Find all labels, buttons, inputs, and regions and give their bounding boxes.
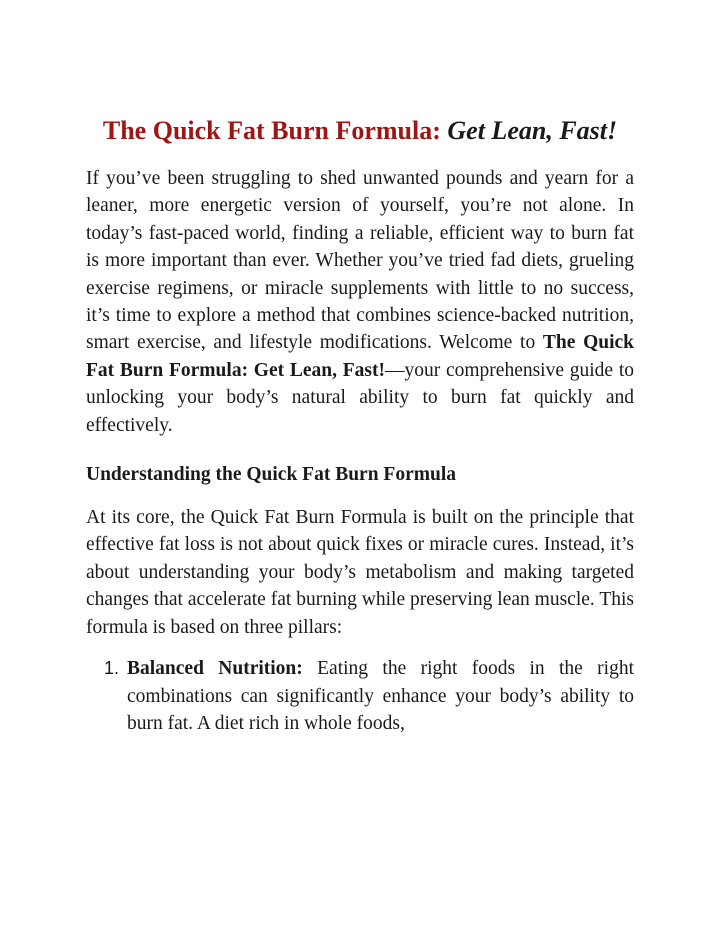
intro-paragraph xyxy=(86,165,634,439)
list-item-title: Balanced Nutrition: xyxy=(127,658,303,680)
list-item-text: Eating the right foods in the right combinations can significantly enhance your body’s ability to burn fat. A diet rich in whole foods, xyxy=(127,658,634,734)
intro-bold-title: The Quick Fat Burn Formula: Get Lean, Fast! xyxy=(86,332,634,381)
title-main: The Quick Fat Burn Formula: xyxy=(102,116,441,145)
section-paragraph: At its core, the Quick Fat Burn Formula is built on the principle that effective fat loss is not about quick fixes or miracle cures. Instead, it’s about understanding your body’s metabolism and making targeted changes that accelerate fat burning while preserving lean muscle. This formula is based on three pillars: xyxy=(86,507,634,638)
section-heading: Understanding the Quick Fat Burn Formula xyxy=(86,464,456,486)
title-italic: Get Lean, Fast! xyxy=(447,116,618,145)
pillars-list xyxy=(86,655,634,737)
intro-text: If you’ve been struggling to shed unwanted pounds and yearn for a leaner, more energetic version of yourself, you’re not alone. In today’s fast-paced world, finding a reliable, efficient way to burn fat is more important than ever. Whether you’ve tried fad diets, grueling exercise regimens, or miracle supplements with little to no success, it’s time to explore a method that combines science-backed nutrition, smart exercise, and lifestyle modifications. Welcome to xyxy=(86,168,634,354)
document-title xyxy=(86,112,634,150)
list-item xyxy=(86,655,634,737)
document-page xyxy=(86,0,634,737)
intro-text-end: —your comprehensive guide to unlocking your body’s natural ability to burn fat quickly and effectively. xyxy=(86,359,634,436)
list-item-number: 1. xyxy=(104,658,120,679)
